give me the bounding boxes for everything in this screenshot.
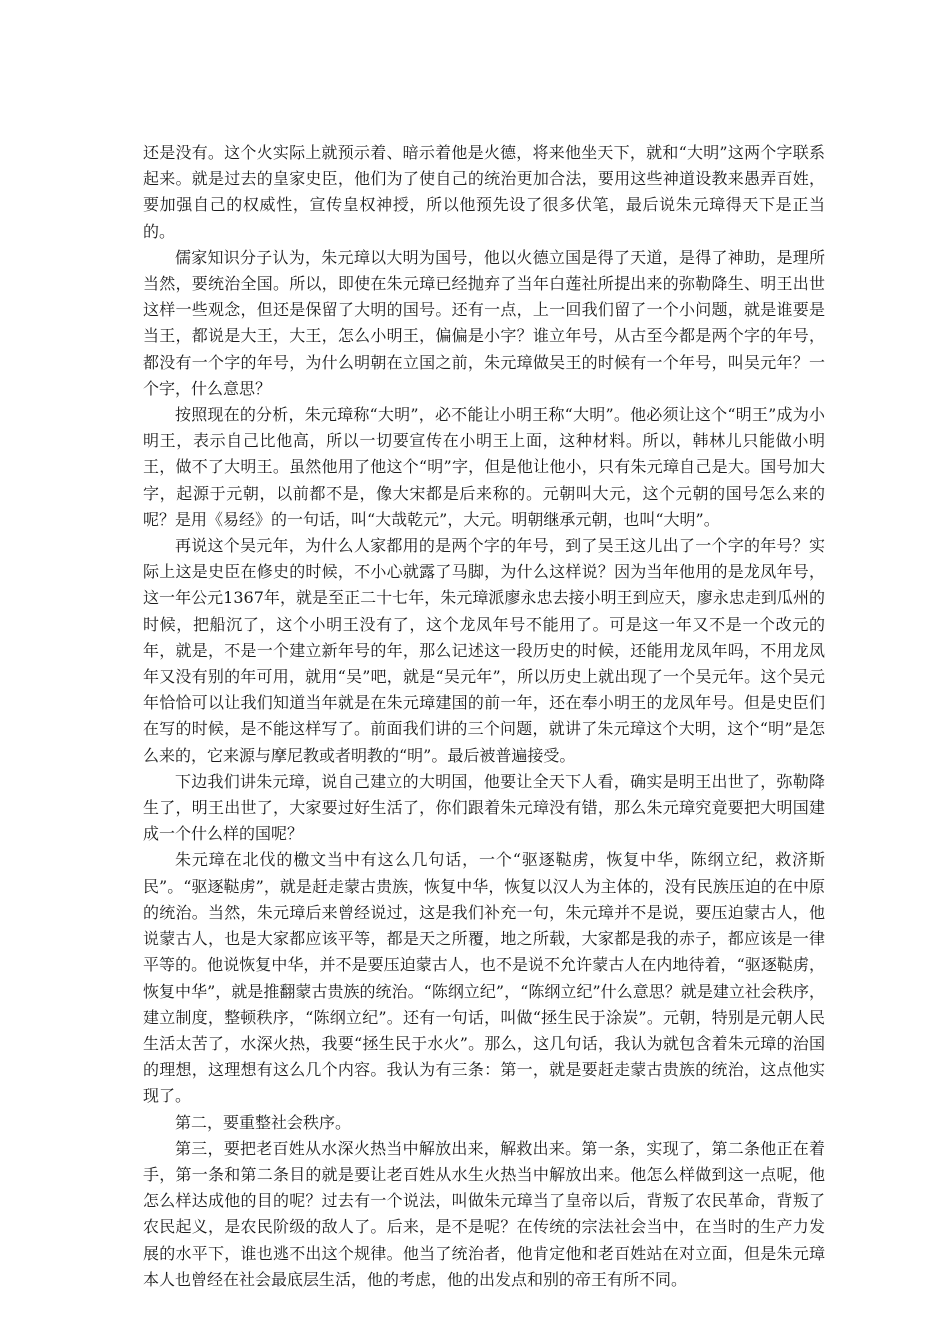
paragraph-4: 再说这个吴元年，为什么人家都用的是两个字的年号，到了吴王这儿出了一个字的年号？实际上这是史臣在修史的时候，不小心就露了马脚，为什么这样说？因为当年他用的是龙凤年号，这一年公元1367年，就是至正二十七年，朱元璋派廖永忠去接小明王到应天，廖永忠走到瓜州的时候，把船沉了，这个小明王没有了，这个龙凤年号不能用了。可是这一年又不是一个改元的年，就是，不是一个建立新年号的年，那么记述这一段历史的时候，还能用龙凤年吗，不用龙凤年又没有别的年可用，就用“吴”吧，就是“吴元年”，所以历史上就出现了一个吴元年。这个吴元年恰恰可以让我们知道当年就是在朱元璋建国的前一年，还在奉小明王的龙凤年号。但是史臣们在写的时候，是不能这样写了。前面我们讲的三个问题，就讲了朱元璋这个大明，这个“明”是怎么来的，它来源与摩尼教或者明教的“明”。最后被普遍接受。 xyxy=(143,536,825,765)
paragraph-7: 第二，要重整社会秩序。 xyxy=(175,1112,352,1132)
document-page xyxy=(143,140,825,1293)
paragraph-6: 朱元璋在北伐的檄文当中有这么几句话，一个“驱逐鞑虏，恢复中华，陈纲立纪，救济斯民”。“驱逐鞑虏”，就是赶走蒙古贵族，恢复中华，恢复以汉人为主体的，没有民族压迫的在中原的统治。当然，朱元璋后来曾经说过，这是我们补充一句，朱元璋并不是说，要压迫蒙古人，他说蒙古人，也是大家都应该平等，都是天之所覆，地之所载，大家都是我的赤子，都应该是一律平等的。他说恢复中华，并不是要压迫蒙古人，也不是说不允许蒙古人在内地待着，“驱逐鞑虏，恢复中华”，就是推翻蒙古贵族的统治。“陈纲立纪”，“陈纲立纪”什么意思？就是建立社会秩序，建立制度，整顿秩序，“陈纲立纪”。还有一句话，叫做“拯生民于涂炭”。元朝，特别是元朝人民生活太苦了，水深火热，我要“拯生民于水火”。那么，这几句话，我认为就包含着朱元璋的治国的理想，这理想有这么几个内容。我认为有三条：第一，就是要赶走蒙古贵族的统治，这点他实现了。 xyxy=(143,850,825,1106)
paragraph-2: 儒家知识分子认为，朱元璋以大明为国号，他以火德立国是得了天道，是得了神助，是理所当然，要统治全国。所以，即使在朱元璋已经抛弃了当年白莲社所提出来的弥勒降生、明王出世这样一些观念，但还是保留了大明的国号。还有一点，上一回我们留了一个小问题，就是谁要是当王，都说是大王，大王，怎么小明王，偏偏是小字？谁立年号，从古至今都是两个字的年号，都没有一个字的年号，为什么明朝在立国之前，朱元璋做吴王的时候有一个年号，叫吴元年？一个字，什么意思？ xyxy=(143,247,825,398)
paragraph-1: 还是没有。这个火实际上就预示着、暗示着他是火德，将来他坐天下，就和“大明”这两个字联系起来。就是过去的皇家史臣，他们为了使自己的统治更加合法，要用这些神道设教来愚弄百姓，要加强自己的权威性，宣传皇权神授，所以他预先设了很多伏笔，最后说朱元璋得天下是正当的。 xyxy=(143,143,825,241)
paragraph-3: 按照现在的分析，朱元璋称“大明”，必不能让小明王称“大明”。他必须让这个“明王”成为小明王，表示自己比他高，所以一切要宣传在小明王上面，这种材料。所以，韩林儿只能做小明王，做不了大明王。虽然他用了他这个“明”字，但是他让他小，只有朱元璋自己是大。国号加大字，起源于元朝，以前都不是，像大宋都是后来称的。元朝叫大元，这个元朝的国号怎么来的呢？是用《易经》的一句话，叫“大哉乾元”，大元。明朝继承元朝，也叫“大明”。 xyxy=(143,405,825,529)
paragraph-8: 第三，要把老百姓从水深火热当中解放出来，解救出来。第一条，实现了，第二条他正在着手，第一条和第二条目的就是要让老百姓从水生火热当中解放出来。他怎么样做到这一点呢，他怎么样达成他的目的呢？过去有一个说法，叫做朱元璋当了皇帝以后，背叛了农民革命，背叛了农民起义，是农民阶级的敌人了。后来，是不是呢？在传统的宗法社会当中，在当时的生产力发展的水平下，谁也逃不出这个规律。他当了统治者，他肯定他和老百姓站在对立面，但是朱元璋本人也曾经在社会最底层生活，他的考虑，他的出发点和别的帝王有所不同。 xyxy=(143,1138,825,1289)
paragraph-5: 下边我们讲朱元璋，说自己建立的大明国，他要让全天下人看，确实是明王出世了，弥勒降生了，明王出世了，大家要过好生活了，你们跟着朱元璋没有错，那么朱元璋究竟要把大明国建成一个什么样的国呢？ xyxy=(143,771,825,844)
